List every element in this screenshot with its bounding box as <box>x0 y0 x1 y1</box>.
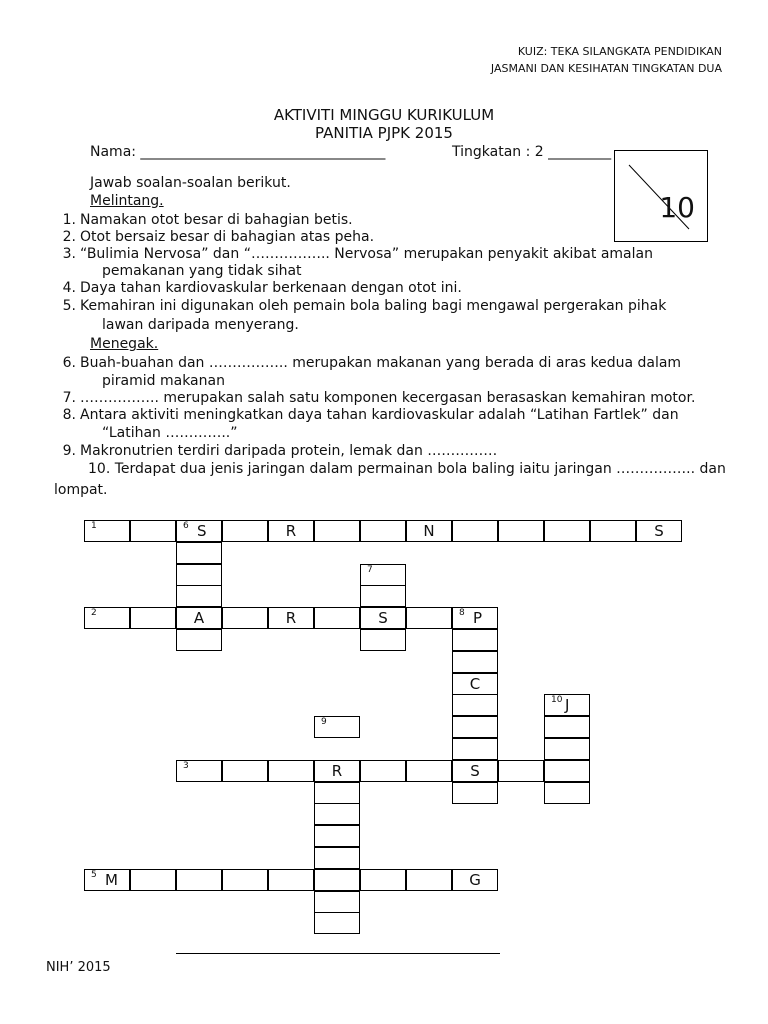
crossword-cell[interactable] <box>268 760 314 782</box>
tingkatan-field: Tingkatan : 2 _________ <box>452 144 612 160</box>
cell-letter: R <box>285 522 297 540</box>
down-clue-10 <box>88 461 726 477</box>
cell-letter: A <box>193 609 205 627</box>
down-clue-10-cont: lompat. <box>54 482 108 498</box>
crossword-cell[interactable] <box>314 891 360 913</box>
instructions: Jawab soalan-soalan berikut. <box>90 175 291 191</box>
grid-baseline <box>176 953 500 954</box>
down-clue-8 <box>54 407 679 423</box>
crossword-cell[interactable] <box>452 629 498 651</box>
crossword-cell[interactable] <box>176 520 222 542</box>
clue-number-label: 8 <box>459 608 465 618</box>
clue-number: 1. <box>62 212 76 228</box>
crossword-cell[interactable] <box>498 520 544 542</box>
crossword-cell[interactable] <box>314 869 360 891</box>
down-clue-6 <box>54 355 681 371</box>
header-line-1: KUIZ: TEKA SILANGKATA PENDIDIKAN <box>517 45 722 58</box>
crossword-cell[interactable] <box>176 869 222 891</box>
crossword-cell[interactable] <box>452 782 498 804</box>
clue-number-label: 6 <box>183 521 189 531</box>
cell-letter: R <box>285 609 297 627</box>
across-clue-1 <box>54 212 353 228</box>
across-clue-5 <box>54 298 666 314</box>
crossword-cell[interactable] <box>360 607 406 629</box>
clue-number-label: 2 <box>91 608 97 618</box>
clue-number: 8. <box>62 407 76 423</box>
crossword-cell[interactable] <box>452 869 498 891</box>
clue-text: …………….. merupakan salah satu komponen kecergasan berasaskan kemahiran motor. <box>80 390 696 406</box>
clue-text: Makronutrien terdiri daripada protein, lemak dan …………… <box>80 443 498 459</box>
crossword-cell[interactable] <box>544 716 590 738</box>
clue-number-label: 1 <box>91 521 97 531</box>
crossword-cell[interactable] <box>222 520 268 542</box>
crossword-cell[interactable] <box>176 760 222 782</box>
score-value: 10 <box>659 191 695 224</box>
cell-letter: P <box>473 609 483 627</box>
clue-number-label: 9 <box>321 717 327 727</box>
clue-text: Otot bersaiz besar di bahagian atas peha. <box>80 229 375 245</box>
crossword-cell[interactable] <box>176 629 222 651</box>
crossword-cell[interactable] <box>452 738 498 760</box>
across-clue-3-cont: pemakanan yang tidak sihat <box>102 263 302 279</box>
header-line-2: JASMANI DAN KESIHATAN TINGKATAN DUA <box>490 62 722 75</box>
down-heading: Menegak. <box>90 336 159 352</box>
footer-text: NIH’ 2015 <box>46 960 111 975</box>
crossword-cell[interactable] <box>314 520 360 542</box>
crossword-cell[interactable] <box>452 607 498 629</box>
clue-number: 5. <box>62 298 76 314</box>
clue-number: 2. <box>62 229 76 245</box>
clue-text: Antara aktiviti meningkatkan daya tahan kardiovaskular adalah “Latihan Fartlek” dan <box>80 407 679 423</box>
cell-letter: G <box>469 871 481 889</box>
crossword-cell[interactable] <box>314 912 360 934</box>
crossword-cell[interactable] <box>636 520 682 542</box>
crossword-cell[interactable] <box>360 760 406 782</box>
cell-letter: S <box>654 522 664 540</box>
crossword-cell[interactable] <box>452 520 498 542</box>
cell-letter: S <box>197 522 207 540</box>
crossword-cell[interactable] <box>176 564 222 586</box>
crossword-cell[interactable] <box>84 869 130 891</box>
cell-letter: J <box>565 696 570 714</box>
clue-number: 4. <box>62 280 76 296</box>
clue-number: 7. <box>62 390 76 406</box>
cell-letter: M <box>105 871 118 889</box>
crossword-cell[interactable] <box>544 694 590 716</box>
across-heading: Melintang. <box>90 193 164 209</box>
crossword-cell[interactable] <box>360 520 406 542</box>
crossword-cell[interactable] <box>590 520 636 542</box>
crossword-cell[interactable] <box>176 585 222 607</box>
crossword-cell[interactable] <box>406 760 452 782</box>
crossword-cell[interactable] <box>222 760 268 782</box>
clue-number: 10. <box>88 461 111 477</box>
crossword-cell[interactable] <box>314 716 360 738</box>
crossword-cell[interactable] <box>360 564 406 586</box>
clue-number-label: 7 <box>367 565 373 575</box>
crossword-cell[interactable] <box>406 520 452 542</box>
clue-number: 6. <box>62 355 76 371</box>
clue-number-label: 5 <box>91 870 97 880</box>
title-line-1: AKTIVITI MINGGU KURIKULUM <box>273 106 495 124</box>
crossword-cell[interactable] <box>130 520 176 542</box>
across-clue-5-cont: lawan daripada menyerang. <box>102 317 299 333</box>
crossword-cell[interactable] <box>360 585 406 607</box>
clue-text: Buah-buahan dan …………….. merupakan makanan yang berada di aras kedua dalam <box>80 355 682 371</box>
crossword-cell[interactable] <box>314 782 360 804</box>
cell-letter: N <box>423 522 435 540</box>
cell-letter: C <box>469 675 481 693</box>
crossword-cell[interactable] <box>268 607 314 629</box>
crossword-cell[interactable] <box>544 782 590 804</box>
clue-text: Daya tahan kardiovaskular berkenaan dengan otot ini. <box>80 280 462 296</box>
clue-number: 3. <box>62 246 76 262</box>
crossword-cell[interactable] <box>314 760 360 782</box>
crossword-cell[interactable] <box>360 629 406 651</box>
crossword-cell[interactable] <box>222 869 268 891</box>
crossword-cell[interactable] <box>268 869 314 891</box>
crossword-cell[interactable] <box>314 803 360 825</box>
down-clue-8-cont: “Latihan …………..” <box>102 425 238 441</box>
clue-text: Namakan otot besar di bahagian betis. <box>80 212 353 228</box>
crossword-cell[interactable] <box>544 760 590 782</box>
down-clue-9 <box>54 443 497 459</box>
crossword-cell[interactable] <box>176 542 222 564</box>
title-line-2: PANITIA PJPK 2015 <box>315 124 453 142</box>
crossword-cell[interactable] <box>268 520 314 542</box>
crossword-cell[interactable] <box>84 520 130 542</box>
crossword-cell[interactable] <box>130 869 176 891</box>
crossword-cell[interactable] <box>452 716 498 738</box>
clue-number-label: 3 <box>183 761 189 771</box>
crossword-cell[interactable] <box>360 869 406 891</box>
clue-number-label: 10 <box>551 695 563 705</box>
crossword-cell[interactable] <box>544 738 590 760</box>
cell-letter: S <box>470 762 480 780</box>
crossword-cell[interactable] <box>406 607 452 629</box>
crossword-cell[interactable] <box>498 760 544 782</box>
crossword-cell[interactable] <box>314 607 360 629</box>
clue-text: Kemahiran ini digunakan oleh pemain bola baling bagi mengawal pergerakan pihak <box>80 298 667 314</box>
score-box <box>614 150 708 242</box>
nama-field: Nama: ___________________________________ <box>90 144 386 160</box>
across-clue-2 <box>54 229 374 245</box>
down-clue-6-cont: piramid makanan <box>102 373 225 389</box>
crossword-cell[interactable] <box>176 607 222 629</box>
across-clue-4 <box>54 280 462 296</box>
crossword-cell[interactable] <box>452 651 498 673</box>
clue-text: Terdapat dua jenis jaringan dalam permainan bola baling iaitu jaringan …………….. dan <box>114 461 726 477</box>
crossword-cell[interactable] <box>222 607 268 629</box>
crossword-cell[interactable] <box>452 694 498 716</box>
cell-letter: S <box>378 609 388 627</box>
cell-letter: R <box>331 762 343 780</box>
down-clue-7 <box>54 390 695 406</box>
clue-text: “Bulimia Nervosa” dan “…………….. Nervosa” merupakan penyakit akibat amalan <box>80 246 653 262</box>
crossword-cell[interactable] <box>314 825 360 847</box>
clue-number: 9. <box>62 443 76 459</box>
crossword-cell[interactable] <box>314 847 360 869</box>
crossword-cell[interactable] <box>544 520 590 542</box>
crossword-cell[interactable] <box>452 673 498 695</box>
crossword-cell[interactable] <box>452 760 498 782</box>
crossword-cell[interactable] <box>84 607 130 629</box>
across-clue-3 <box>54 246 653 262</box>
crossword-cell[interactable] <box>130 607 176 629</box>
crossword-cell[interactable] <box>406 869 452 891</box>
